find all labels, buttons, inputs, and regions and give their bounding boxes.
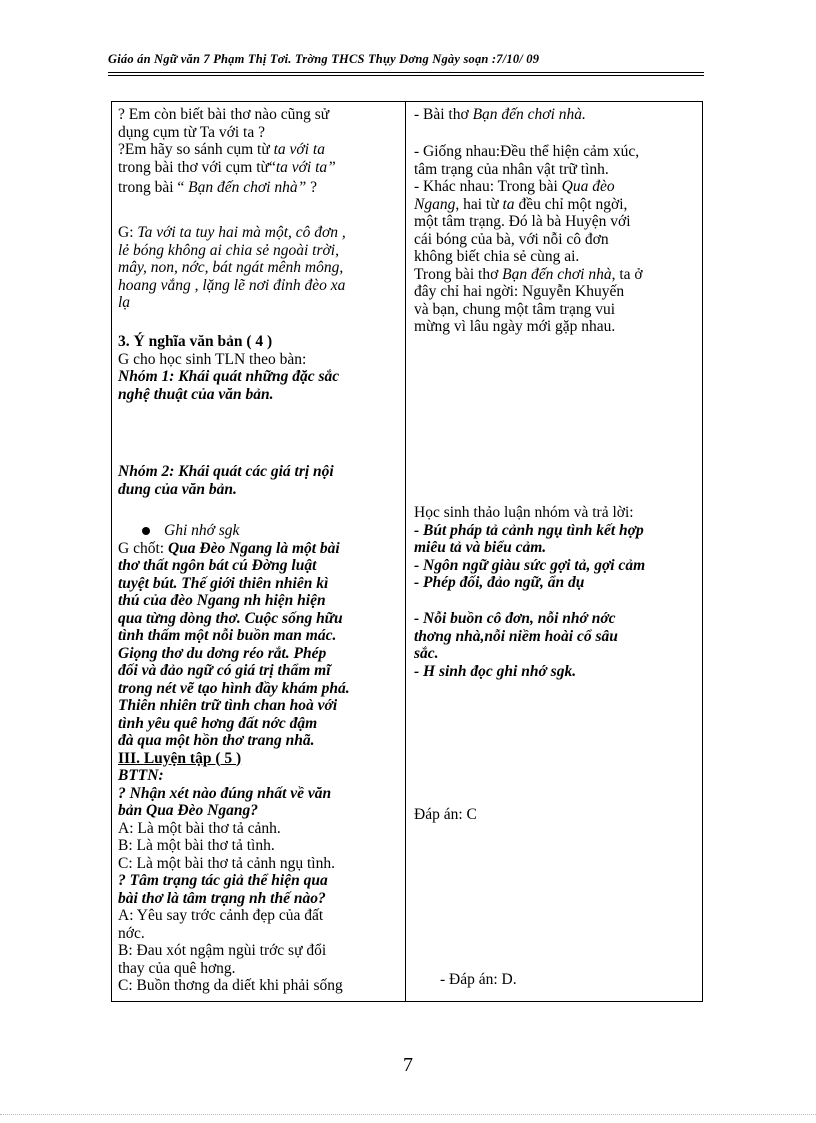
answer-4-line-2: đây chỉ hai ngời: Nguyễn Khuyến	[414, 283, 625, 300]
answer-2	[414, 143, 698, 336]
answer-3-line-1	[414, 178, 698, 196]
group-1-task: Nhóm 1: Khái quát những đặc sắc	[118, 368, 340, 385]
g-line-2: lẻ bóng không ai chia sẻ ngoài trời,	[118, 241, 339, 259]
discussion-4-cont: thơng nhà,nỗi niềm hoài cổ sâu	[414, 627, 618, 645]
gchot-line-3: tuyệt bút. Thế giới thiên nhiên kì	[118, 574, 329, 592]
q2-italic: ta với ta	[273, 141, 325, 158]
g-line-3: mây, non, nớc, bát ngát mênh mông,	[118, 259, 344, 276]
summary-block	[118, 522, 400, 995]
answer-4-line-3: và bạn, chung một tâm trạng vui	[414, 300, 616, 318]
g-text-1: Ta với ta tuy hai mà một, cô đơn ,	[137, 224, 346, 241]
column-divider	[405, 101, 406, 1002]
bullet-icon	[142, 527, 150, 535]
discussion-2: - Ngôn ngữ giàu sức gợi tả, gợi cảm	[414, 556, 646, 574]
group-2	[118, 463, 400, 498]
answer-1	[414, 106, 698, 124]
option-3b: B: Là một bài thơ tả tình.	[118, 837, 275, 854]
discussion-intro: Học sinh thảo luận nhóm và trả lời:	[414, 504, 634, 521]
discussion-4-end: sắc.	[414, 645, 439, 662]
q2-end-mark: ?	[306, 179, 317, 196]
answer-2-line-2: tâm trạng của nhân vật trữ tình.	[414, 160, 609, 178]
discussion-5: - H sinh đọc ghi nhớ sgk.	[414, 662, 577, 680]
question-2	[118, 141, 400, 159]
answer-key-d: - Đáp án: D.	[440, 971, 517, 988]
a4-text-2: , ta ở	[611, 265, 643, 283]
answer-4-line-1	[414, 266, 698, 284]
answer-4-line-4: mừng vì lâu ngày mới gặp nhau.	[414, 318, 616, 335]
bttn-label: BTTN:	[118, 767, 164, 784]
g-line-4: hoang vắng , lặng lẽ nơi đỉnh đèo xa	[118, 276, 346, 294]
answer-2-line-1: - Giống nhau:Đều thể hiện cảm xúc,	[414, 143, 640, 160]
discussion-answers	[414, 504, 698, 592]
answer-1-italic: Bạn đến chơi nhà.	[472, 106, 586, 123]
a3-text-2: , hai từ	[455, 195, 503, 213]
answer-key-c: Đáp án: C	[414, 806, 477, 823]
group-1-task-cont: nghệ thuật của văn bản.	[118, 385, 274, 403]
a3-text-3: đều chỉ một ngời,	[514, 195, 628, 213]
footer-rule	[0, 1114, 816, 1115]
option-4a-cont: nớc.	[118, 924, 145, 942]
question-2-end	[118, 179, 400, 197]
answer-3-line-3: một tâm trạng. Đó là bà Huyện với	[414, 213, 631, 230]
left-column-block-1	[118, 106, 400, 197]
answer-1-text: - Bài thơ	[414, 106, 473, 123]
question-1: ? Em còn biết bài thơ nào cũng sử	[118, 106, 330, 123]
discussion-3: - Phép đối, đảo ngữ, ẩn dụ	[414, 574, 585, 591]
gchot-line-5: qua từng dòng thơ. Cuộc sống hữu	[118, 609, 343, 627]
answer-3-line-4: cái bóng của bà, với nỗi cô đơn	[414, 230, 609, 248]
question-3-cont: bản Qua Đèo Ngang?	[118, 802, 258, 819]
question-4: ? Tâm trạng tác giả thể hiện qua	[118, 872, 328, 889]
section-3	[118, 333, 400, 403]
question-4-cont: bài thơ là tâm trạng nh thế nào?	[118, 889, 326, 907]
a4-italic: Bạn đến chơi nhà	[502, 265, 612, 283]
section-3-title: 3. Ý nghĩa văn bản ( 4 )	[118, 333, 273, 350]
answer-3-line-2	[414, 196, 698, 214]
page-number: 7	[403, 1054, 413, 1076]
answer-key-2	[440, 971, 724, 989]
q2-poem-title: Bạn đến chơi nhà”	[188, 179, 307, 196]
section-iii-title: III. Luyện tập ( 5 )	[118, 749, 242, 767]
gchot-line-9: trong nét vẽ tạo hình đầy khám phá.	[118, 679, 350, 697]
g-line-5: lạ	[118, 294, 131, 311]
gchot-line-6: tình thấm một nỗi buồn man mác.	[118, 627, 337, 644]
header-rule	[108, 72, 704, 73]
gchot-line-8: đối và đảo ngữ có giá trị thẩm mĩ	[118, 662, 331, 679]
group-2-task: Nhóm 2: Khái quát các giá trị nội	[118, 463, 334, 480]
answer-3-line-5: không biết chia sẻ cùng ai.	[414, 248, 580, 265]
option-3c: C: Là một bài thơ tả cảnh ngụ tình.	[118, 854, 335, 872]
option-4b: B: Đau xót ngậm ngùi trớc sự đổi	[118, 942, 327, 959]
option-4b-cont: thay của quê hơng.	[118, 959, 236, 977]
a4-text: Trong bài thơ	[414, 265, 503, 283]
answer-1-line	[414, 106, 698, 124]
question-1-cont: dụng cụm từ Ta với ta ?	[118, 123, 265, 141]
q2-text-2: trong bài thơ với cụm từ“	[118, 158, 276, 176]
gchot-line-4: thú của đèo Ngang nh hiện hiện	[118, 592, 326, 609]
a3-italic: Qua đèo	[561, 178, 615, 195]
q2-text-3: trong bài “	[118, 179, 189, 196]
section-3-instruction: G cho học sinh TLN theo bàn:	[118, 350, 307, 368]
discussion-1-cont: miêu tả và biểu cảm.	[414, 539, 547, 556]
discussion-4: - Nỗi buồn cô đơn, nỗi nhớ nớc	[414, 610, 616, 627]
a3-text: - Khác nhau: Trong bài	[414, 178, 562, 195]
page-header: Giáo án Ngữ văn 7 Phạm Thị Tơi. Trờng THCS Thụy Dơng Ngày soạn :7/10/ 09	[108, 52, 540, 66]
gchot-text-1: Qua Đèo Ngang là một bài	[167, 539, 340, 557]
a3-italic-2: Ngang	[414, 195, 456, 213]
a3-italic-3: ta	[502, 195, 515, 213]
g-line-1	[118, 224, 400, 242]
gchot-line-2: thơ thất ngôn bát cú Đờng luật	[118, 557, 317, 574]
discussion-1: - Bút pháp tả cảnh ngụ tình kết hợp	[414, 521, 644, 539]
question-2-cont	[118, 159, 400, 177]
gchot-line-11: tình yêu quê hơng đất nớc đậm	[118, 714, 318, 732]
g-prefix: G:	[118, 224, 138, 241]
gchot-line-10: Thiên nhiên trữ tình chan hoà với	[118, 697, 338, 714]
q2-italic-2: ta với ta”	[275, 158, 336, 176]
bullet-item	[118, 522, 400, 540]
option-4a: A: Yêu say trớc cảnh đẹp của đất	[118, 907, 324, 924]
gchot-line-1	[118, 540, 400, 558]
option-3a: A: Là một bài thơ tả cảnh.	[118, 819, 281, 837]
option-4c: C: Buồn thơng da diết khi phải sống	[118, 977, 343, 994]
teacher-note-g	[118, 224, 400, 312]
gchot-line-7: Giọng thơ du dơng réo rắt. Phép	[118, 644, 327, 662]
discussion-answers-2	[414, 610, 698, 680]
bullet-text: Ghi nhớ sgk	[164, 522, 240, 539]
header-rule-double	[108, 75, 704, 76]
gchot-line-12: đà qua một hồn thơ trang nhã.	[118, 732, 315, 749]
answer-key-1	[414, 806, 698, 824]
group-2-task-cont: dung của văn bản.	[118, 480, 237, 498]
q2-text: ?Em hãy so sánh cụm từ	[118, 141, 274, 158]
gchot-prefix: G chốt:	[118, 539, 168, 557]
question-3: ? Nhận xét nào đúng nhất về văn	[118, 784, 332, 802]
